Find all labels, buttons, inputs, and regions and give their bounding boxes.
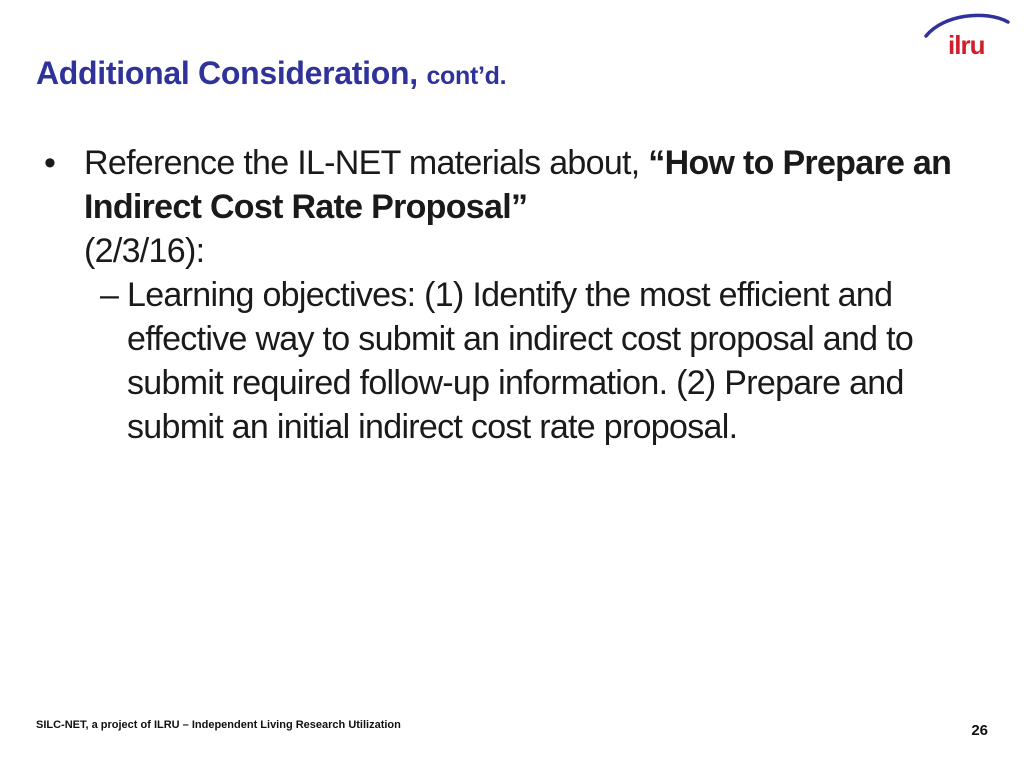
footer-text: SILC-NET, a project of ILRU – Independent Living Research Utilization	[36, 719, 401, 731]
title-sub: cont’d.	[426, 62, 507, 90]
page-number: 26	[971, 722, 988, 739]
dash-icon: –	[100, 276, 119, 314]
slide-body	[40, 141, 970, 449]
slide-title	[36, 55, 506, 92]
bullet-intro: Reference the IL-NET materials about,	[84, 144, 649, 182]
bullet-item	[40, 141, 970, 273]
logo-text: ilru	[948, 30, 985, 58]
title-main: Additional Consideration,	[36, 55, 418, 91]
bullet-date: (2/3/16):	[84, 232, 205, 270]
bullet-icon: •	[44, 144, 56, 182]
ilru-logo	[920, 8, 1012, 58]
bullet-bold-title: “How to Prepare an Indirect Cost Rate Proposal”	[84, 144, 952, 226]
sub-bullet-item	[100, 273, 970, 449]
sub-bullet-text: Learning objectives: (1) Identify the most efficient and effective way to submit an indirect cost proposal and to submit required follow-up information. (2) Prepare and submit an initial indirect cost rate proposal.	[127, 276, 914, 446]
